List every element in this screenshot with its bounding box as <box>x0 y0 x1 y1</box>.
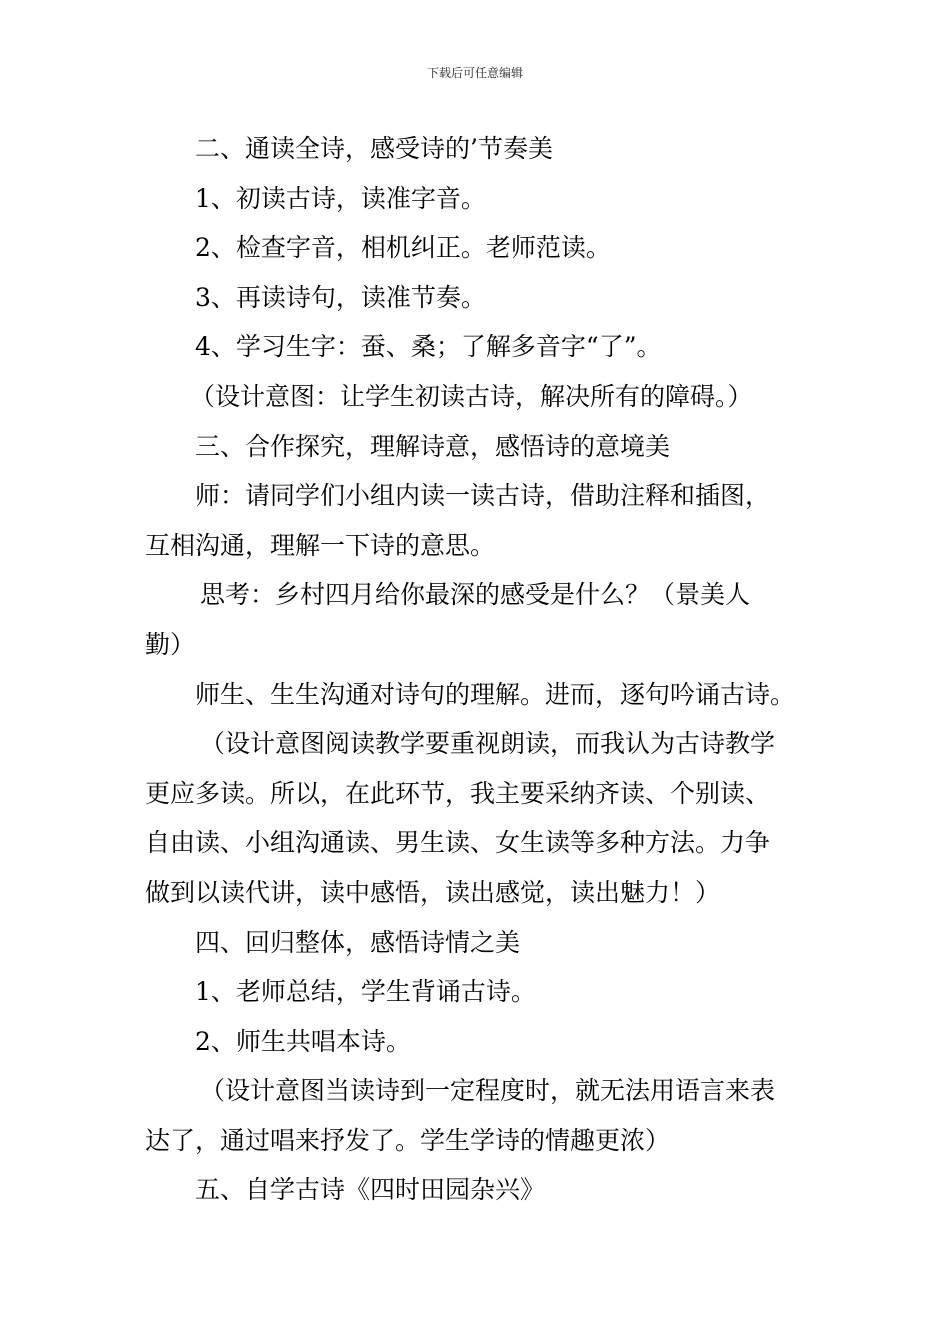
paragraph-line: 勤） <box>145 629 196 659</box>
section-heading-4: 四、回归整体，感悟诗情之美 <box>195 927 521 957</box>
step-line: 1、老师总结，学生背诵古诗。 <box>195 977 536 1007</box>
design-intent-note: （设计意图当读诗到一定程度时，就无法用语言来表 <box>200 1076 776 1106</box>
step-line: 2、师生共唱本诗。 <box>195 1026 411 1056</box>
design-intent-note: （设计意图阅读教学要重视朗读，而我认为古诗教学 <box>200 729 776 759</box>
page-header: 下载后可任意编辑 <box>426 66 523 80</box>
paragraph-line: 做到以读代讲，读中感悟，读出感觉，读出魅力！） <box>145 877 721 907</box>
design-intent-note: （设计意图：让学生初读古诗，解决所有的障碍。） <box>190 381 753 411</box>
step-line: 4、学习生字：蚕、桑；了解多音字“了”。 <box>195 332 662 362</box>
paragraph-line: 思考：乡村四月给你最深的感受是什么？（景美人 <box>200 580 751 610</box>
document-body <box>145 124 810 1215</box>
step-line: 1、初读古诗，读准字音。 <box>195 183 486 213</box>
step-line: 2、检查字音，相机纠正。老师范读。 <box>195 233 611 263</box>
paragraph-line: 更应多读。所以，在此环节，我主要采纳齐读、个别读、 <box>145 778 771 808</box>
section-heading-3: 三、合作探究，理解诗意，感悟诗的意境美 <box>195 431 671 461</box>
paragraph-line: 互相沟通，理解一下诗的意思。 <box>145 530 496 560</box>
paragraph-line: 自由读、小组沟通读、男生读、女生读等多种方法。力争 <box>145 828 771 858</box>
section-heading-5: 五、自学古诗《四时田园杂兴》 <box>195 1175 546 1205</box>
section-heading-2: 二、通读全诗，感受诗的’节奏美 <box>195 134 553 163</box>
paragraph-line: 达了，通过唱来抒发了。学生学诗的情趣更浓） <box>145 1125 671 1155</box>
paragraph-line: 师：请同学们小组内读一读古诗，借助注释和插图， <box>195 481 771 511</box>
paragraph-line: 师生、生生沟通对诗句的理解。进而，逐句吟诵古诗。 <box>195 679 796 709</box>
step-line: 3、再读诗句，读准节奏。 <box>195 282 486 312</box>
